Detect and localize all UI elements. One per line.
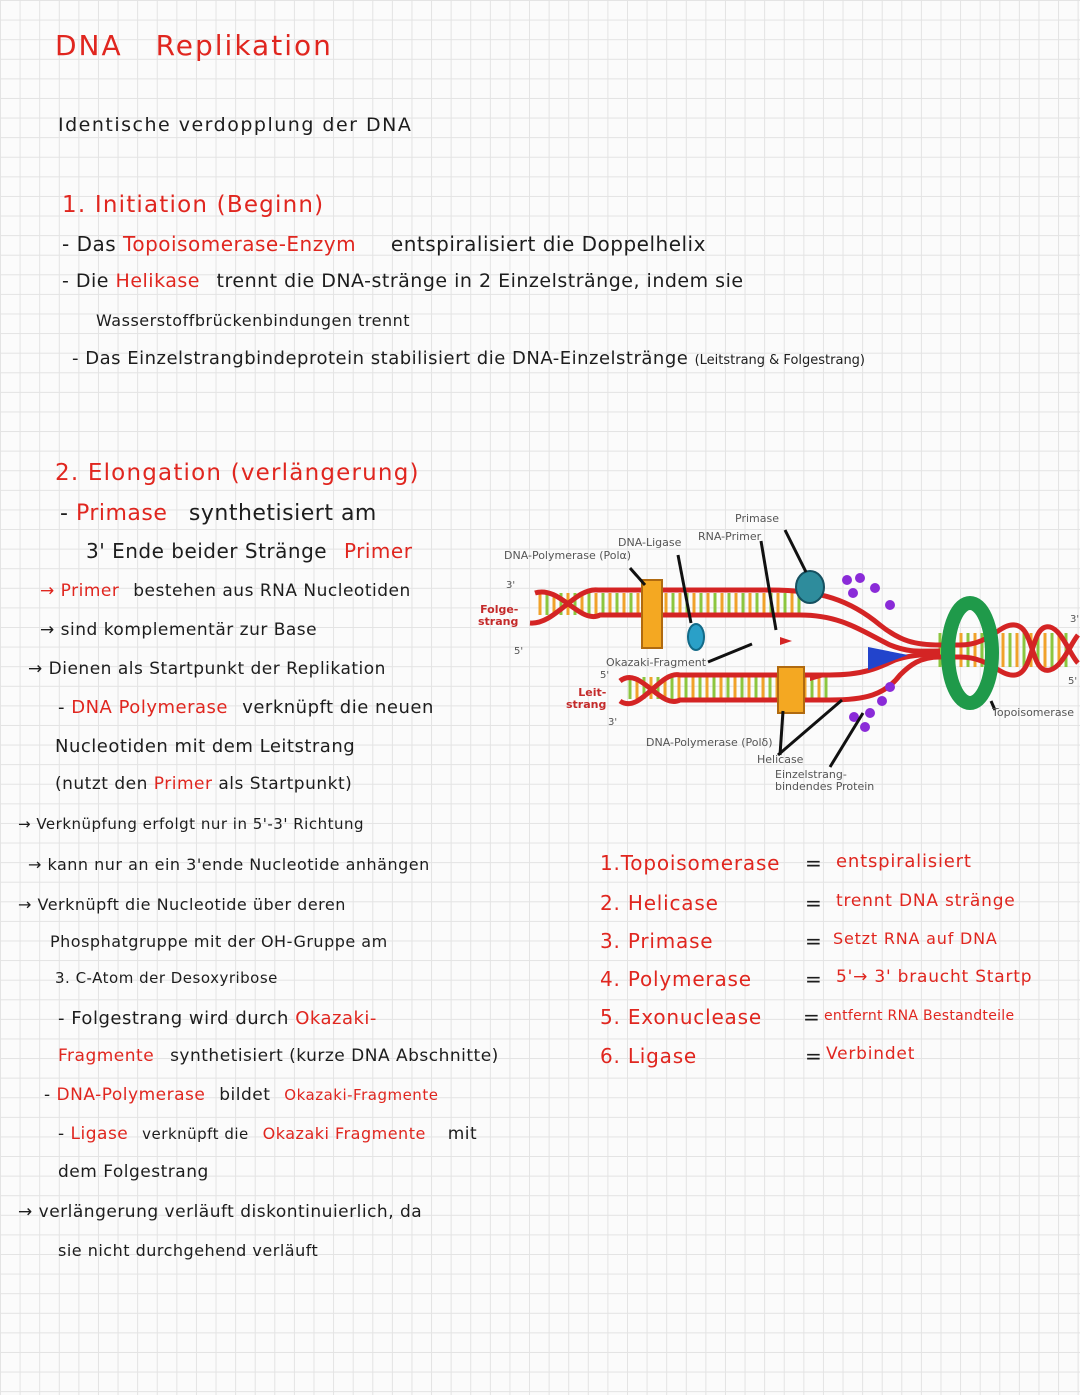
replication-diagram (470, 505, 1080, 805)
label-leitstrang (566, 687, 606, 710)
elongation-heading: 2. Elongation (verlängerung) (55, 460, 420, 486)
l6-dash: - (58, 697, 65, 718)
summary-desc: Setzt RNA auf DNA (833, 929, 998, 948)
primase-enzyme (796, 571, 824, 603)
elong-l1 (60, 503, 377, 525)
l2-text: 3' Ende beider Stränge (86, 539, 328, 563)
summary-name: Ligase (627, 1044, 698, 1068)
label-topoisomerase: Topoisomerase (992, 706, 1075, 719)
line4-text: - Das Einzelstrangbindeprotein stabilisiert die DNA-Einzelstränge (72, 348, 689, 369)
l16-red1: DNA-Polymerase (56, 1085, 206, 1105)
line1-prefix: - Das (62, 232, 117, 256)
leit-text: Leit- (578, 686, 607, 699)
elong-l12: Phosphatgruppe mit der OH-Gruppe am (50, 932, 388, 951)
elong-l14 (58, 1010, 377, 1028)
title-part1: DNA (55, 29, 123, 62)
initiation-line3: Wasserstoffbrückenbindungen trennt (96, 311, 411, 330)
initiation-line4 (72, 350, 865, 368)
l3-red: Primer (60, 581, 120, 601)
summary-row (600, 969, 752, 989)
folge-text: Folge- (480, 603, 519, 616)
summary-desc: trennt DNA stränge (836, 891, 1016, 911)
l14-a: - Folgestrang wird durch (58, 1008, 289, 1029)
l17-dash: - (58, 1124, 65, 1144)
subtitle: Identische verdopplung der DNA (58, 114, 413, 136)
summary-eq: = (805, 1044, 823, 1068)
summary-num: 5. (600, 1005, 621, 1029)
label-helicase: Helicase (757, 753, 804, 766)
l17-end: mit (447, 1124, 478, 1144)
elong-l4: → sind komplementär zur Base (40, 620, 318, 640)
elong-l15 (58, 1048, 499, 1065)
ligase-enzyme (688, 624, 704, 650)
summary-row (600, 1046, 697, 1066)
initiation-line2 (62, 272, 744, 291)
l3-rest: bestehen aus RNA Nucleotiden (133, 581, 411, 601)
l8-a: (nutzt den (55, 774, 148, 794)
l17-red1: Ligase (70, 1124, 129, 1144)
summary-desc: Verbindet (826, 1044, 916, 1064)
line2-prefix: - Die (62, 270, 109, 292)
elong-l6 (58, 699, 434, 717)
elong-l5: → Dienen als Startpunkt der Replikation (28, 659, 386, 679)
initiation-heading: 1. Initiation (Beginn) (62, 192, 325, 218)
strang2-text: strang (566, 697, 607, 711)
elong-l16 (44, 1087, 438, 1104)
l1-dash: - (60, 501, 69, 526)
page-title (55, 29, 333, 62)
summary-eq: = (805, 929, 823, 953)
l2-red: Primer (343, 539, 413, 563)
summary-desc: entfernt RNA Bestandteile (824, 1008, 1015, 1024)
summary-eq: = (805, 891, 823, 915)
elong-l20: sie nicht durchgehend verläuft (58, 1241, 319, 1260)
summary-row (600, 853, 780, 873)
l6-red: DNA Polymerase (71, 697, 228, 718)
line2-enzyme: Helikase (115, 270, 200, 292)
summary-name: Primase (627, 929, 714, 953)
l17-red2: Okazaki Fragmente (262, 1124, 426, 1143)
elong-l18: dem Folgestrang (58, 1162, 209, 1182)
title-part2: Replikation (155, 29, 333, 62)
pol-alpha-enzyme (642, 580, 662, 648)
l15-rest: synthetisiert (kurze DNA Abschnitte) (170, 1046, 499, 1066)
label-primase: Primase (735, 512, 779, 525)
initiation-line1 (62, 234, 706, 254)
pol-delta-enzyme (778, 667, 804, 713)
l1-red: Primase (75, 501, 168, 526)
label-5prime-left: 5' (514, 646, 524, 657)
label-ssb (775, 769, 874, 793)
ssb2-text: bindendes Protein (775, 780, 875, 794)
summary-name: Helicase (627, 891, 719, 915)
elong-l10: → kann nur an ein 3'ende Nucleotide anhängen (28, 855, 430, 874)
strang-text: strang (478, 614, 519, 628)
elong-l11: → Verknüpft die Nucleotide über deren (18, 895, 346, 914)
elong-l8 (55, 776, 352, 793)
label-folgestrang (478, 604, 518, 627)
elong-l13: 3. C-Atom der Desoxyribose (55, 969, 278, 987)
line2-rest: trennt die DNA-stränge in 2 Einzelstränge, indem sie (216, 270, 744, 292)
elong-l19: → verlängerung verläuft diskontinuierlich, da (18, 1202, 423, 1222)
label-dna-ligase: DNA-Ligase (618, 536, 682, 549)
summary-desc: 5'→ 3' braucht Startp (836, 967, 1033, 987)
summary-num: 2. (600, 891, 621, 915)
label-5prime-mid: 5' (600, 670, 610, 681)
elong-l3 (40, 583, 411, 600)
upper-strand-arrow (780, 637, 792, 645)
topoisomerase-enzyme (948, 603, 992, 703)
label-rna-primer: RNA-Primer (698, 530, 762, 543)
elong-l9: → Verknüpfung erfolgt nur in 5'-3' Richtung (18, 815, 364, 833)
ssb1-text: Einzelstrang- (775, 768, 847, 781)
l8-b: als Startpunkt) (218, 774, 353, 794)
summary-num: 6. (600, 1044, 621, 1068)
label-3prime-bottom: 3' (608, 717, 618, 728)
summary-eq: = (805, 851, 823, 875)
summary-name: Exonuclease (627, 1005, 762, 1029)
l16-red2: Okazaki-Fragmente (284, 1086, 439, 1104)
summary-desc: entspiralisiert (836, 851, 972, 872)
l15-red: Fragmente (58, 1046, 155, 1066)
summary-num: 4. (600, 967, 621, 991)
summary-eq: = (805, 967, 823, 991)
l16-mid: bildet (219, 1085, 271, 1105)
summary-eq: = (803, 1005, 821, 1029)
label-pol-alpha: DNA-Polymerase (Polα) (504, 549, 632, 562)
line1-rest: entspiralisiert die Doppelhelix (390, 232, 706, 256)
line1-enzyme: Topoisomerase-Enzym (123, 232, 357, 256)
l1-rest: synthetisiert am (188, 501, 377, 526)
label-5prime-right: 5' (1068, 676, 1078, 687)
summary-row (600, 931, 713, 951)
label-3prime-top: 3' (506, 580, 516, 591)
l17-mid: verknüpft die (142, 1125, 249, 1143)
summary-num: 3. (600, 929, 621, 953)
label-3prime-right: 3' (1070, 614, 1080, 625)
summary-row (600, 893, 719, 913)
label-okazaki: Okazaki-Fragment (606, 656, 707, 669)
summary-name: Topoisomerase (620, 851, 781, 875)
summary-num: 1. (600, 851, 621, 875)
l16-dash: - (44, 1085, 51, 1105)
l14-red: Okazaki- (295, 1008, 377, 1029)
elong-l17 (58, 1126, 477, 1143)
elong-l2 (86, 541, 412, 561)
l6-rest: verknüpft die neuen (242, 697, 434, 718)
label-pol-delta: DNA-Polymerase (Polδ) (646, 736, 773, 749)
elong-l7: Nucleotiden mit dem Leitstrang (55, 736, 356, 757)
summary-row (600, 1007, 762, 1027)
line4-note: (Leitstrang & Folgestrang) (694, 353, 866, 368)
l3-arrow: → (40, 581, 55, 601)
summary-name: Polymerase (627, 967, 752, 991)
l8-red: Primer (153, 774, 213, 794)
